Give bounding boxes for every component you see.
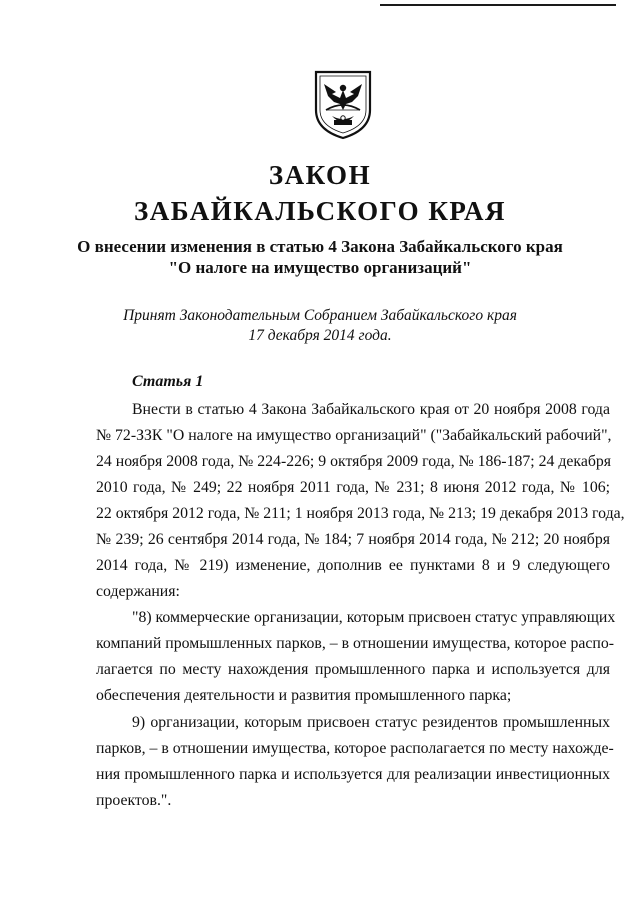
- amendment-text-line: "8) коммерческие организации, которым присвоен статус управляющих: [132, 609, 616, 626]
- amendment-text-line: обеспечения деятельности и развития промышленного парка;: [96, 687, 512, 704]
- law-title: ЗАКОН: [268, 160, 372, 190]
- law-subtitle-line-2: "О налоге на имущество организаций": [168, 258, 472, 277]
- amendment-text-line: ния промышленного парка и используется для реализации инвестиционных: [96, 766, 610, 783]
- article-text-line: № 239; 26 сентября 2014 года, № 184; 7 ноября 2014 года, № 212; 20 ноября: [96, 531, 610, 548]
- adoption-note-line-1: Принят Законодательным Собранием Забайкальского края: [123, 307, 517, 324]
- amendment-text-line: компаний промышленных парков, – в отношении имущества, которое распо-: [96, 635, 615, 652]
- law-subtitle-line-1: О внесении изменения в статью 4 Закона Забайкальского края: [77, 237, 563, 256]
- article-text-line: 2010 года, № 249; 22 ноября 2011 года, № 231; 8 июня 2012 года, № 106;: [96, 479, 610, 496]
- article-text-line: 2014 года, № 219) изменение, дополнив ее пунктами 8 и 9 следующего: [96, 557, 610, 574]
- region-title: ЗАБАЙКАЛЬСКОГО КРАЯ: [134, 196, 506, 226]
- adoption-date: 17 декабря 2014 года.: [248, 327, 392, 344]
- article-heading: Статья 1: [132, 373, 204, 390]
- amendment-text-line: проектов.".: [96, 792, 172, 809]
- article-text-line: Внести в статью 4 Закона Забайкальского края от 20 ноября 2008 года: [132, 401, 610, 418]
- scan-edge-line: [380, 4, 616, 6]
- article-text-line: содержания:: [96, 583, 180, 600]
- amendment-text-line: парков, – в отношении имущества, которое располагается по месту нахожде-: [96, 740, 614, 757]
- coat-of-arms-icon: [312, 70, 374, 140]
- amendment-text-line: лагается по месту нахождения промышленного парка и используется для: [96, 661, 610, 678]
- amendment-text-line: 9) организации, которым присвоен статус резидентов промышленных: [132, 714, 610, 731]
- article-text-line: 22 октября 2012 года, № 211; 1 ноября 2013 года, № 213; 19 декабря 2013 года,: [96, 505, 625, 522]
- article-text-line: 24 ноября 2008 года, № 224-226; 9 октября 2009 года, № 186-187; 24 декабря: [96, 453, 612, 470]
- article-text-line: № 72-ЗЗК "О налоге на имущество организаций" ("Забайкальский рабочий",: [96, 427, 612, 444]
